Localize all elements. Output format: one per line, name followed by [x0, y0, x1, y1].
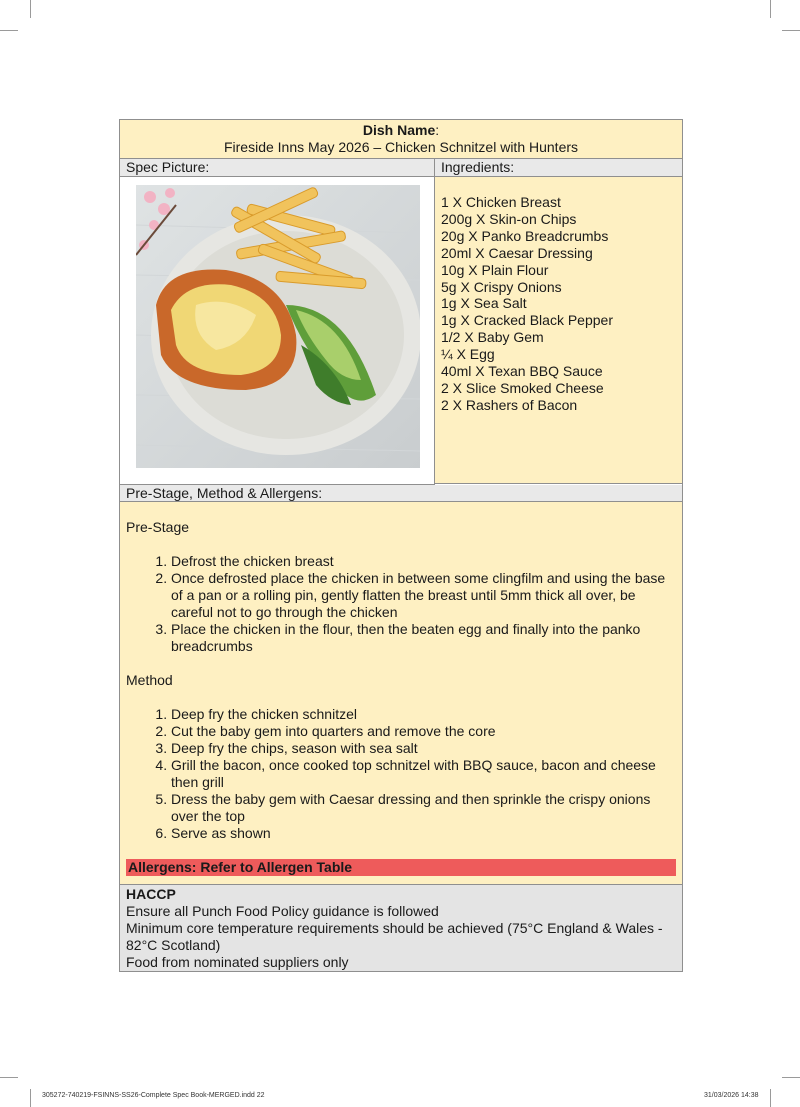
ingredient-item: 20g X Panko Breadcrumbs	[441, 227, 609, 244]
ingredient-item: 1 X Chicken Breast	[441, 194, 561, 210]
ingredient-item: ¼ X Egg	[441, 346, 495, 363]
dish-photo	[136, 185, 420, 468]
method-section	[120, 502, 682, 885]
dish-name-row: Dish Name: Fireside Inns May 2026 – Chicken Schnitzel with Hunters	[120, 120, 682, 159]
ingredient-item: 10g X Plain Flour	[441, 261, 549, 278]
ingredients-header: Ingredients:	[435, 159, 682, 177]
method-step: 3. Deep fry the chips, season with sea salt	[171, 740, 676, 757]
ingredients-cell	[435, 177, 682, 484]
method-step: 1. Deep fry the chicken schnitzel	[171, 706, 676, 723]
method-header: Pre-Stage, Method & Allergens:	[120, 485, 682, 502]
picture-ingredients-row	[120, 159, 682, 485]
method-steps	[126, 706, 676, 842]
method-title: Method	[126, 672, 173, 688]
ingredient-item: 5g X Crispy Onions	[441, 278, 562, 295]
method-step: 5. Dress the baby gem with Caesar dressing and then sprinkle the crispy onions over the top	[171, 791, 676, 825]
crop-mark	[0, 30, 18, 31]
method-step: 4. Grill the bacon, once cooked top schnitzel with BBQ sauce, bacon and cheese then grill	[171, 757, 676, 791]
prestage-title: Pre-Stage	[126, 519, 190, 535]
ingredient-item: 2 X Rashers of Bacon	[441, 396, 578, 413]
haccp-line: Minimum core temperature requirements should be achieved (75°C England & Wales - 82°C Scotland)	[126, 920, 663, 953]
haccp-line: Ensure all Punch Food Policy guidance is followed	[126, 903, 439, 919]
prestage-steps	[126, 553, 676, 655]
crop-mark	[782, 30, 800, 31]
method-step: 6. Serve as shown	[171, 825, 676, 842]
crop-mark	[770, 0, 771, 18]
dish-name: Fireside Inns May 2026 – Chicken Schnitzel with Hunters	[223, 139, 579, 155]
dish-name-label: Dish Name	[362, 122, 436, 138]
prestage-step: 2. Once defrosted place the chicken in between some clingfilm and using the base of a pan or a rolling pin, gently flatten the breast until 5mm thick all over, be careful not to go through the chicken	[171, 570, 676, 621]
crop-mark	[30, 1089, 31, 1107]
haccp-title: HACCP	[126, 886, 176, 902]
footer-date: 31/03/2026 14:38	[704, 1092, 759, 1099]
haccp-section	[120, 885, 682, 971]
method-step: 2. Cut the baby gem into quarters and remove the core	[171, 723, 676, 740]
prestage-step: 1. Defrost the chicken breast	[171, 553, 676, 570]
spec-picture-cell	[120, 177, 434, 485]
spec-picture-header: Spec Picture:	[120, 159, 434, 177]
ingredient-item: 1g X Sea Salt	[441, 295, 527, 312]
prestage-step: 3. Place the chicken in the flour, then the beaten egg and finally into the panko breadcrumbs	[171, 621, 676, 655]
spec-sheet	[119, 119, 683, 972]
crop-mark	[0, 1077, 18, 1078]
ingredient-item: 40ml X Texan BBQ Sauce	[441, 363, 603, 380]
ingredient-item: 1g X Cracked Black Pepper	[441, 312, 613, 329]
ingredient-item: 2 X Slice Smoked Cheese	[441, 379, 604, 396]
crop-mark	[30, 0, 31, 18]
footer-filename: 305272-740219-FSINNS-SS26-Complete Spec Book-MERGED.indd 22	[42, 1092, 265, 1099]
ingredient-item: 20ml X Caesar Dressing	[441, 244, 593, 261]
crop-mark	[782, 1077, 800, 1078]
crop-mark	[770, 1089, 771, 1107]
ingredients-list	[441, 177, 676, 414]
allergens-banner: Allergens: Refer to Allergen Table	[126, 859, 676, 876]
haccp-line: Food from nominated suppliers only	[126, 954, 349, 970]
ingredient-item: 1/2 X Baby Gem	[441, 329, 544, 346]
ingredient-item: 200g X Skin-on Chips	[441, 210, 577, 227]
